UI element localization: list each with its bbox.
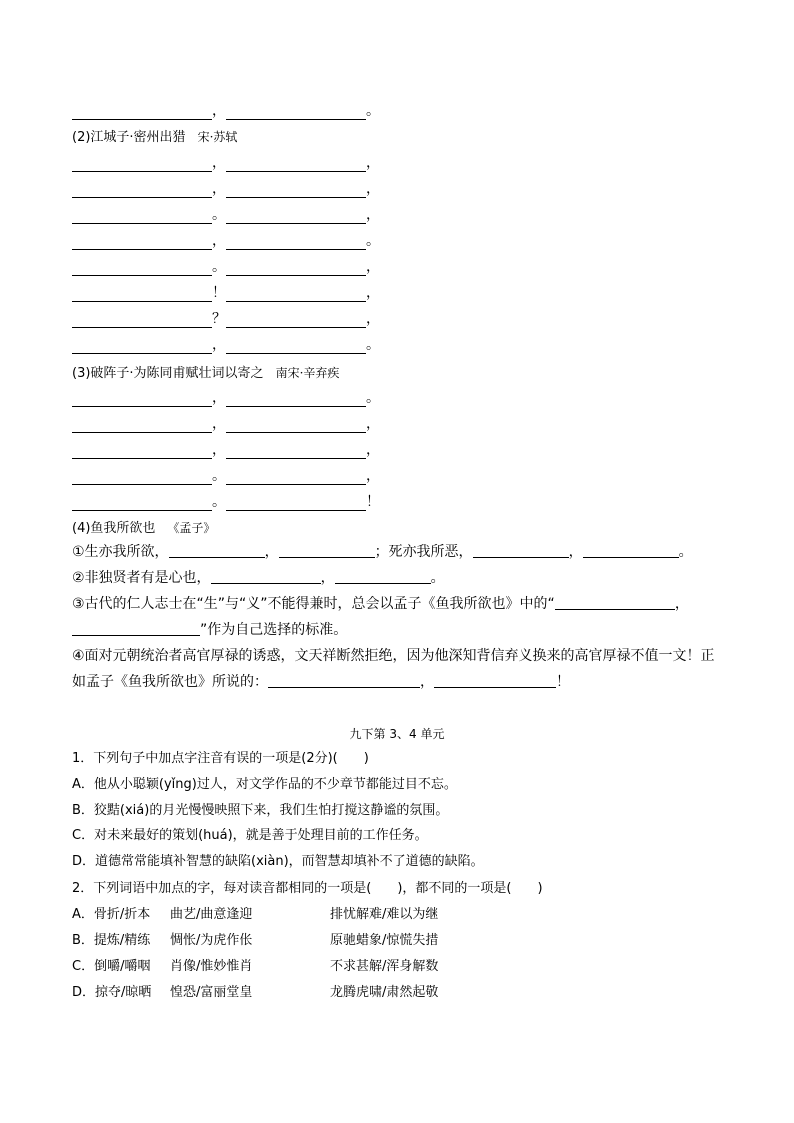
poem4-question-1: ①生亦我所欲， ， ；死亦我所恶， ， 。 xyxy=(72,544,693,560)
punctuation: 。 xyxy=(212,259,226,275)
poem-author: 南宋·辛弃疾 xyxy=(275,366,340,380)
answer-blank[interactable] xyxy=(169,542,265,558)
punctuation: ， xyxy=(366,259,380,275)
answer-blank[interactable] xyxy=(226,259,366,276)
answer-blank[interactable] xyxy=(72,259,212,276)
answer-blank[interactable] xyxy=(226,155,366,172)
punctuation: ， xyxy=(212,390,226,406)
answer-blank[interactable] xyxy=(226,311,366,328)
poem-line xyxy=(72,437,380,459)
answer-blank[interactable] xyxy=(211,568,321,584)
punctuation: ？ xyxy=(212,311,226,327)
answer-blank[interactable] xyxy=(226,337,366,354)
option: D．道德常常能填补智慧的缺陷(xiàn)，而智慧却填补不了道德的缺陷。 xyxy=(72,853,484,869)
answer-blank[interactable] xyxy=(226,103,366,120)
punctuation: ， xyxy=(212,416,226,432)
poem-line xyxy=(72,254,380,276)
poem-author: 宋·苏轼 xyxy=(197,130,238,144)
answer-blank[interactable] xyxy=(72,155,212,172)
answer-blank[interactable] xyxy=(72,181,212,198)
punctuation: ， xyxy=(366,207,380,223)
poem-line xyxy=(72,385,380,407)
answer-blank[interactable] xyxy=(72,390,212,407)
poem4-question-3-cont: ”作为自己选择的标准。 xyxy=(72,620,347,640)
punctuation: 。 xyxy=(366,390,380,406)
punctuation: 。 xyxy=(366,337,380,353)
option: C．对未来最好的策划(huá)，就是善于处理目前的工作任务。 xyxy=(72,828,428,843)
punctuation: ， xyxy=(366,155,380,171)
punctuation: ， xyxy=(366,181,380,197)
answer-blank[interactable] xyxy=(72,442,212,459)
option: B．提炼/精练 惆怅/为虎作伥 原驰蜡象/惊慌失措 xyxy=(72,933,439,948)
poem-line xyxy=(72,228,380,250)
poem4-question-4: ④面对元朝统治者高官厚禄的诱惑，文天祥断然拒绝，因为他深知背信弃义换来的高官厚禄不值一文！正 xyxy=(72,648,715,664)
answer-blank[interactable] xyxy=(434,672,556,688)
answer-blank[interactable] xyxy=(583,542,679,558)
poem-line xyxy=(72,332,380,354)
poem-line xyxy=(72,489,380,511)
punctuation: 。 xyxy=(366,233,380,249)
poem4-question-2: ②非独贤者有是心也， ， 。 xyxy=(72,570,445,586)
answer-blank[interactable] xyxy=(279,542,375,558)
poem-line xyxy=(72,202,380,224)
answer-blank[interactable] xyxy=(555,594,675,610)
answer-blank[interactable] xyxy=(226,416,366,433)
answer-blank[interactable] xyxy=(72,311,212,328)
answer-blank[interactable] xyxy=(226,181,366,198)
poem-author: 《孟子》 xyxy=(167,521,216,535)
answer-blank[interactable] xyxy=(72,468,212,485)
poem-title: (3)破阵子·为陈同甫赋壮词以寄之 xyxy=(72,366,264,381)
answer-blank[interactable] xyxy=(226,442,366,459)
poem-line xyxy=(72,463,380,485)
answer-blank[interactable] xyxy=(473,542,569,558)
punctuation: ， xyxy=(366,416,380,432)
punctuation: ， xyxy=(212,181,226,197)
answer-blank[interactable] xyxy=(226,285,366,302)
option: C．倒嚼/嚼咽 肖像/惟妙惟肖 不求甚解/浑身解数 xyxy=(72,959,439,974)
answer-blank[interactable] xyxy=(72,416,212,433)
punctuation: ， xyxy=(366,285,380,301)
punctuation: ， xyxy=(212,233,226,249)
answer-blank[interactable] xyxy=(226,207,366,224)
poem4-question-4-cont: 如孟子《鱼我所欲也》所说的： ， ！ xyxy=(72,674,570,690)
poem-line xyxy=(72,150,380,172)
punctuation: ！ xyxy=(366,494,380,510)
punctuation: ， xyxy=(212,155,226,171)
answer-blank[interactable] xyxy=(268,672,420,688)
punctuation: ， xyxy=(212,337,226,353)
answer-blank[interactable] xyxy=(72,103,212,120)
poem1-last-line xyxy=(72,98,380,120)
answer-blank[interactable] xyxy=(226,390,366,407)
poem-title: (2)江城子·密州出猎 xyxy=(72,130,186,145)
question-2: 2．下列词语中加点的字，每对读音都相同的一项是( )，都不同的一项是( ) xyxy=(72,881,543,896)
punctuation: ， xyxy=(212,103,226,119)
punctuation: ！ xyxy=(212,285,226,301)
answer-blank[interactable] xyxy=(226,494,366,511)
answer-blank[interactable] xyxy=(72,285,212,302)
answer-blank[interactable] xyxy=(72,337,212,354)
poem4-heading xyxy=(72,517,215,536)
poem3-heading xyxy=(72,362,339,381)
punctuation: ， xyxy=(366,311,380,327)
answer-blank[interactable] xyxy=(335,568,431,584)
poem-line xyxy=(72,411,380,433)
answer-blank[interactable] xyxy=(72,494,212,511)
punctuation: ， xyxy=(366,442,380,458)
question-1: 1．下列句子中加点字注音有误的一项是(2分)( ) xyxy=(72,751,369,766)
poem-line xyxy=(72,306,380,328)
poem-line xyxy=(72,280,380,302)
punctuation: ， xyxy=(212,442,226,458)
answer-blank[interactable] xyxy=(226,233,366,250)
punctuation: 。 xyxy=(366,103,380,119)
punctuation: 。 xyxy=(212,207,226,223)
option: B．狡黠(xiá)的月光慢慢映照下来，我们生怕打搅这静谧的氛围。 xyxy=(72,802,449,818)
answer-blank[interactable] xyxy=(72,620,200,636)
section-title: 九下第 3、4 单元 xyxy=(349,727,445,741)
poem-line xyxy=(72,176,380,198)
poem4-question-3: ③古代的仁人志士在“生”与“义”不能得兼时，总会以孟子《鱼我所欲也》中的“ ， xyxy=(72,596,689,612)
option: D．掠夺/晾晒 惶恐/富丽堂皇 龙腾虎啸/肃然起敬 xyxy=(72,985,439,1000)
answer-blank[interactable] xyxy=(72,207,212,224)
poem-title: (4)鱼我所欲也 xyxy=(72,521,156,536)
answer-blank[interactable] xyxy=(226,468,366,485)
option: A．骨折/折本 曲艺/曲意逢迎 排忧解难/难以为继 xyxy=(72,907,439,922)
punctuation: ， xyxy=(366,468,380,484)
punctuation: 。 xyxy=(212,494,226,510)
punctuation: 。 xyxy=(212,468,226,484)
answer-blank[interactable] xyxy=(72,233,212,250)
option: A．他从小聪颖(yǐng)过人，对文学作品的不少章节都能过目不忘。 xyxy=(72,777,457,792)
poem2-heading xyxy=(72,126,237,145)
